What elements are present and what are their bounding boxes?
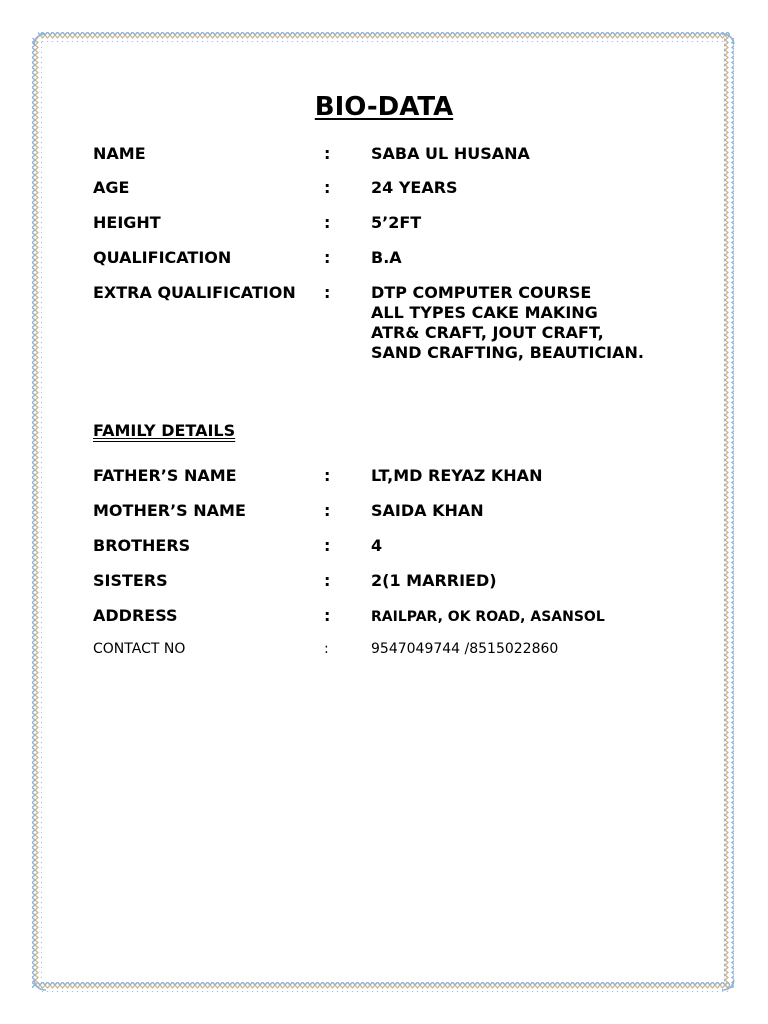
separator: :: [324, 283, 331, 302]
separator: :: [324, 248, 331, 267]
separator: :: [324, 536, 331, 555]
label-contact-no: CONTACT NO: [93, 641, 186, 657]
value-contact-no: 9547049744 /8515022860: [371, 641, 559, 657]
separator: :: [324, 571, 331, 590]
label-name: NAME: [93, 144, 146, 163]
document-title-text: BIO-DATA: [314, 92, 454, 122]
value-sisters: 2(1 MARRIED): [371, 571, 497, 590]
separator: :: [324, 501, 331, 520]
label-height: HEIGHT: [93, 213, 161, 232]
label-brothers: BROTHERS: [93, 536, 191, 555]
document-title: [0, 90, 768, 124]
label-fathers-name: FATHER’S NAME: [93, 466, 237, 485]
separator: :: [324, 213, 331, 232]
separator: :: [324, 606, 331, 625]
separator: :: [324, 178, 331, 197]
family-details-heading: FAMILY DETAILS: [93, 421, 236, 440]
value-height: 5’2FT: [371, 213, 422, 232]
separator: :: [324, 466, 331, 485]
value-mothers-name: SAIDA KHAN: [371, 501, 484, 520]
label-qualification: QUALIFICATION: [93, 248, 232, 267]
value-extra-qualification: DTP COMPUTER COURSE ALL TYPES CAKE MAKING ATR& CRAFT, JOUT CRAFT, SAND CRAFTING, BEAUTICIAN.: [371, 283, 644, 362]
value-fathers-name: LT,MD REYAZ KHAN: [371, 466, 543, 485]
separator: :: [324, 641, 329, 657]
label-age: AGE: [93, 178, 130, 197]
separator: :: [324, 144, 331, 163]
label-extra-qualification: EXTRA QUALIFICATION: [93, 283, 296, 302]
label-address: ADDRESS: [93, 606, 178, 625]
value-qualification: B.A: [371, 248, 402, 267]
label-sisters: SISTERS: [93, 571, 168, 590]
label-mothers-name: MOTHER’S NAME: [93, 501, 246, 520]
value-address: RAILPAR, OK ROAD, ASANSOL: [371, 609, 605, 625]
value-age: 24 YEARS: [371, 178, 458, 197]
value-name: SABA UL HUSANA: [371, 144, 530, 163]
value-brothers: 4: [371, 536, 383, 555]
